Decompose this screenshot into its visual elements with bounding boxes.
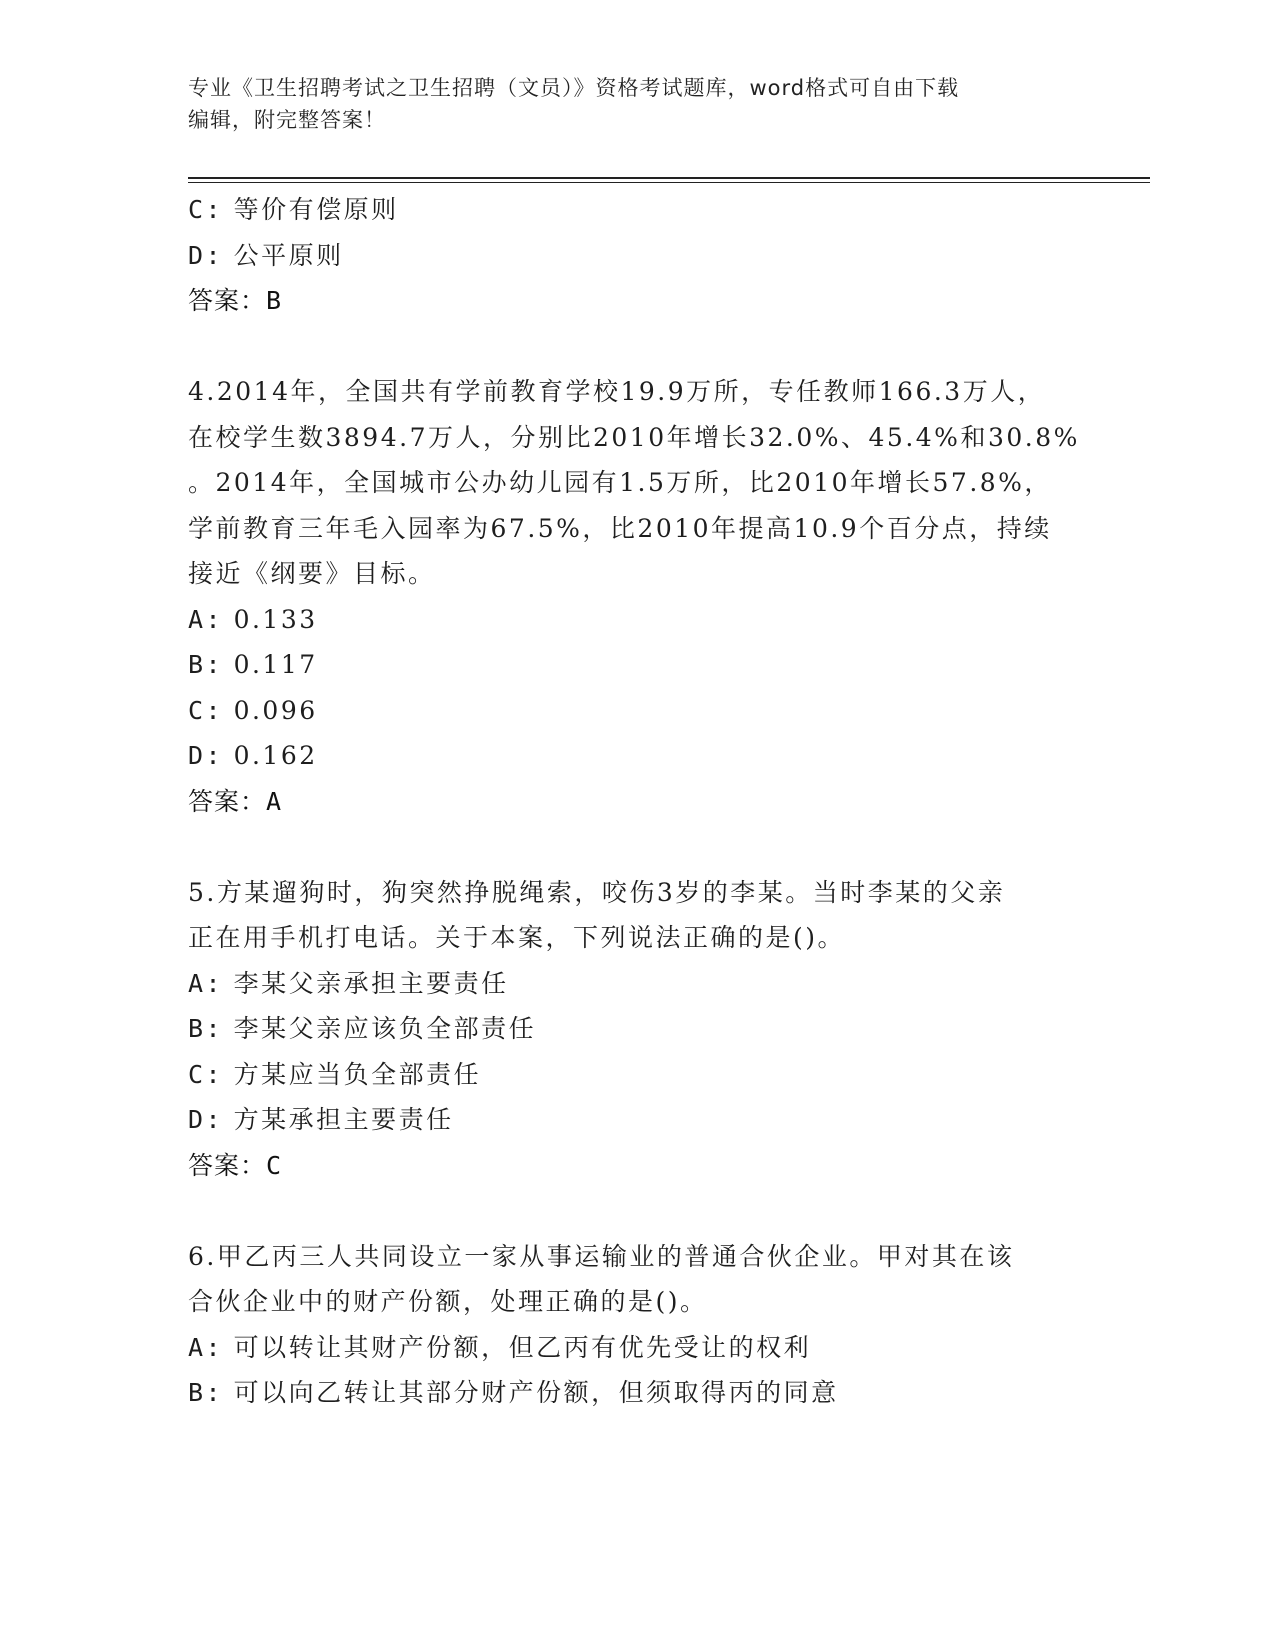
- option-c: [188, 187, 1088, 233]
- option-key: A:: [188, 1332, 224, 1362]
- option-text: 李某父亲承担主要责任: [233, 968, 509, 998]
- option-text: 0.117: [233, 650, 318, 679]
- option-key: D:: [188, 240, 224, 270]
- question-6: [188, 1234, 1088, 1416]
- option-text: 0.162: [233, 741, 318, 770]
- answer-value: A: [266, 786, 283, 816]
- answer-line: [188, 1143, 1088, 1189]
- header-line-1: 专业《卫生招聘考试之卫生招聘（文员）》资格考试题库，word格式可自由下载: [188, 76, 960, 100]
- option-key: B:: [188, 650, 224, 679]
- document-header: [188, 72, 1068, 136]
- option-d: [188, 233, 1088, 279]
- option-key: C:: [188, 695, 224, 725]
- option-key: A:: [188, 968, 224, 998]
- option-text: 等价有偿原则: [233, 195, 399, 224]
- question-stem-line: 6.甲乙丙三人共同设立一家从事运输业的普通合伙企业。甲对其在该: [188, 1241, 1015, 1271]
- option-text: 可以转让其财产份额，但乙丙有优先受让的权利: [233, 1332, 812, 1362]
- option-text: 李某父亲应该负全部责任: [233, 1014, 537, 1043]
- question-stem-line: 接近《纲要》目标。: [188, 559, 436, 588]
- question-stem-line: 5.方某遛狗时，狗突然挣脱绳索，咬伤3岁的李某。当时李某的父亲: [188, 877, 1006, 907]
- option-key: C:: [188, 1059, 224, 1089]
- option-c: [188, 1052, 1088, 1098]
- option-text: 公平原则: [233, 240, 344, 270]
- question-stem-line: 学前教育三年毛入园率为67.5%，比2010年提高10.9个百分点，持续: [188, 513, 1052, 543]
- answer-label: 答案：: [188, 286, 267, 315]
- option-a: [188, 1325, 1088, 1371]
- answer-value: C: [266, 1150, 283, 1180]
- header-line-2: 编辑，附完整答案！: [188, 108, 386, 132]
- option-d: [188, 733, 1088, 779]
- option-text: 可以向乙转让其部分财产份额，但须取得丙的同意: [233, 1378, 839, 1407]
- question-3: [188, 187, 1088, 324]
- answer-label: 答案：: [188, 786, 267, 816]
- question-stem-line: 在校学生数3894.7万人，分别比2010年增长32.0%、45.4%和30.8%: [188, 422, 1080, 452]
- question-stem-line: 正在用手机打电话。关于本案，下列说法正确的是()。: [188, 923, 846, 952]
- option-text: 方某应当负全部责任: [233, 1059, 482, 1089]
- question-5: [188, 870, 1088, 1189]
- option-c: [188, 688, 1088, 734]
- answer-line: [188, 278, 1088, 324]
- option-key: D:: [188, 1105, 224, 1134]
- document-body: [188, 187, 1088, 1416]
- option-key: A:: [188, 604, 224, 634]
- option-key: C:: [188, 195, 224, 224]
- answer-line: [188, 779, 1088, 825]
- question-stem-line: 合伙企业中的财产份额，处理正确的是()。: [188, 1287, 708, 1316]
- option-text: 0.096: [233, 695, 318, 725]
- option-key: B:: [188, 1014, 224, 1043]
- header-rule-thick: [188, 177, 1150, 179]
- option-text: 0.133: [233, 604, 318, 634]
- answer-label: 答案：: [188, 1150, 267, 1180]
- option-b: [188, 1006, 1088, 1052]
- option-d: [188, 1097, 1088, 1143]
- option-a: [188, 597, 1088, 643]
- option-key: B:: [188, 1378, 224, 1407]
- option-key: D:: [188, 741, 224, 770]
- question-stem-line: 。2014年，全国城市公办幼儿园有1.5万所，比2010年增长57.8%，: [188, 468, 1052, 497]
- option-text: 方某承担主要责任: [233, 1105, 454, 1134]
- question-4: [188, 369, 1088, 824]
- header-rule-thin: [188, 182, 1150, 183]
- option-a: [188, 961, 1088, 1007]
- answer-value: B: [266, 286, 283, 315]
- question-stem-line: 4.2014年，全国共有学前教育学校19.9万所，专任教师166.3万人，: [188, 377, 1046, 406]
- option-b: [188, 642, 1088, 688]
- option-b: [188, 1370, 1088, 1416]
